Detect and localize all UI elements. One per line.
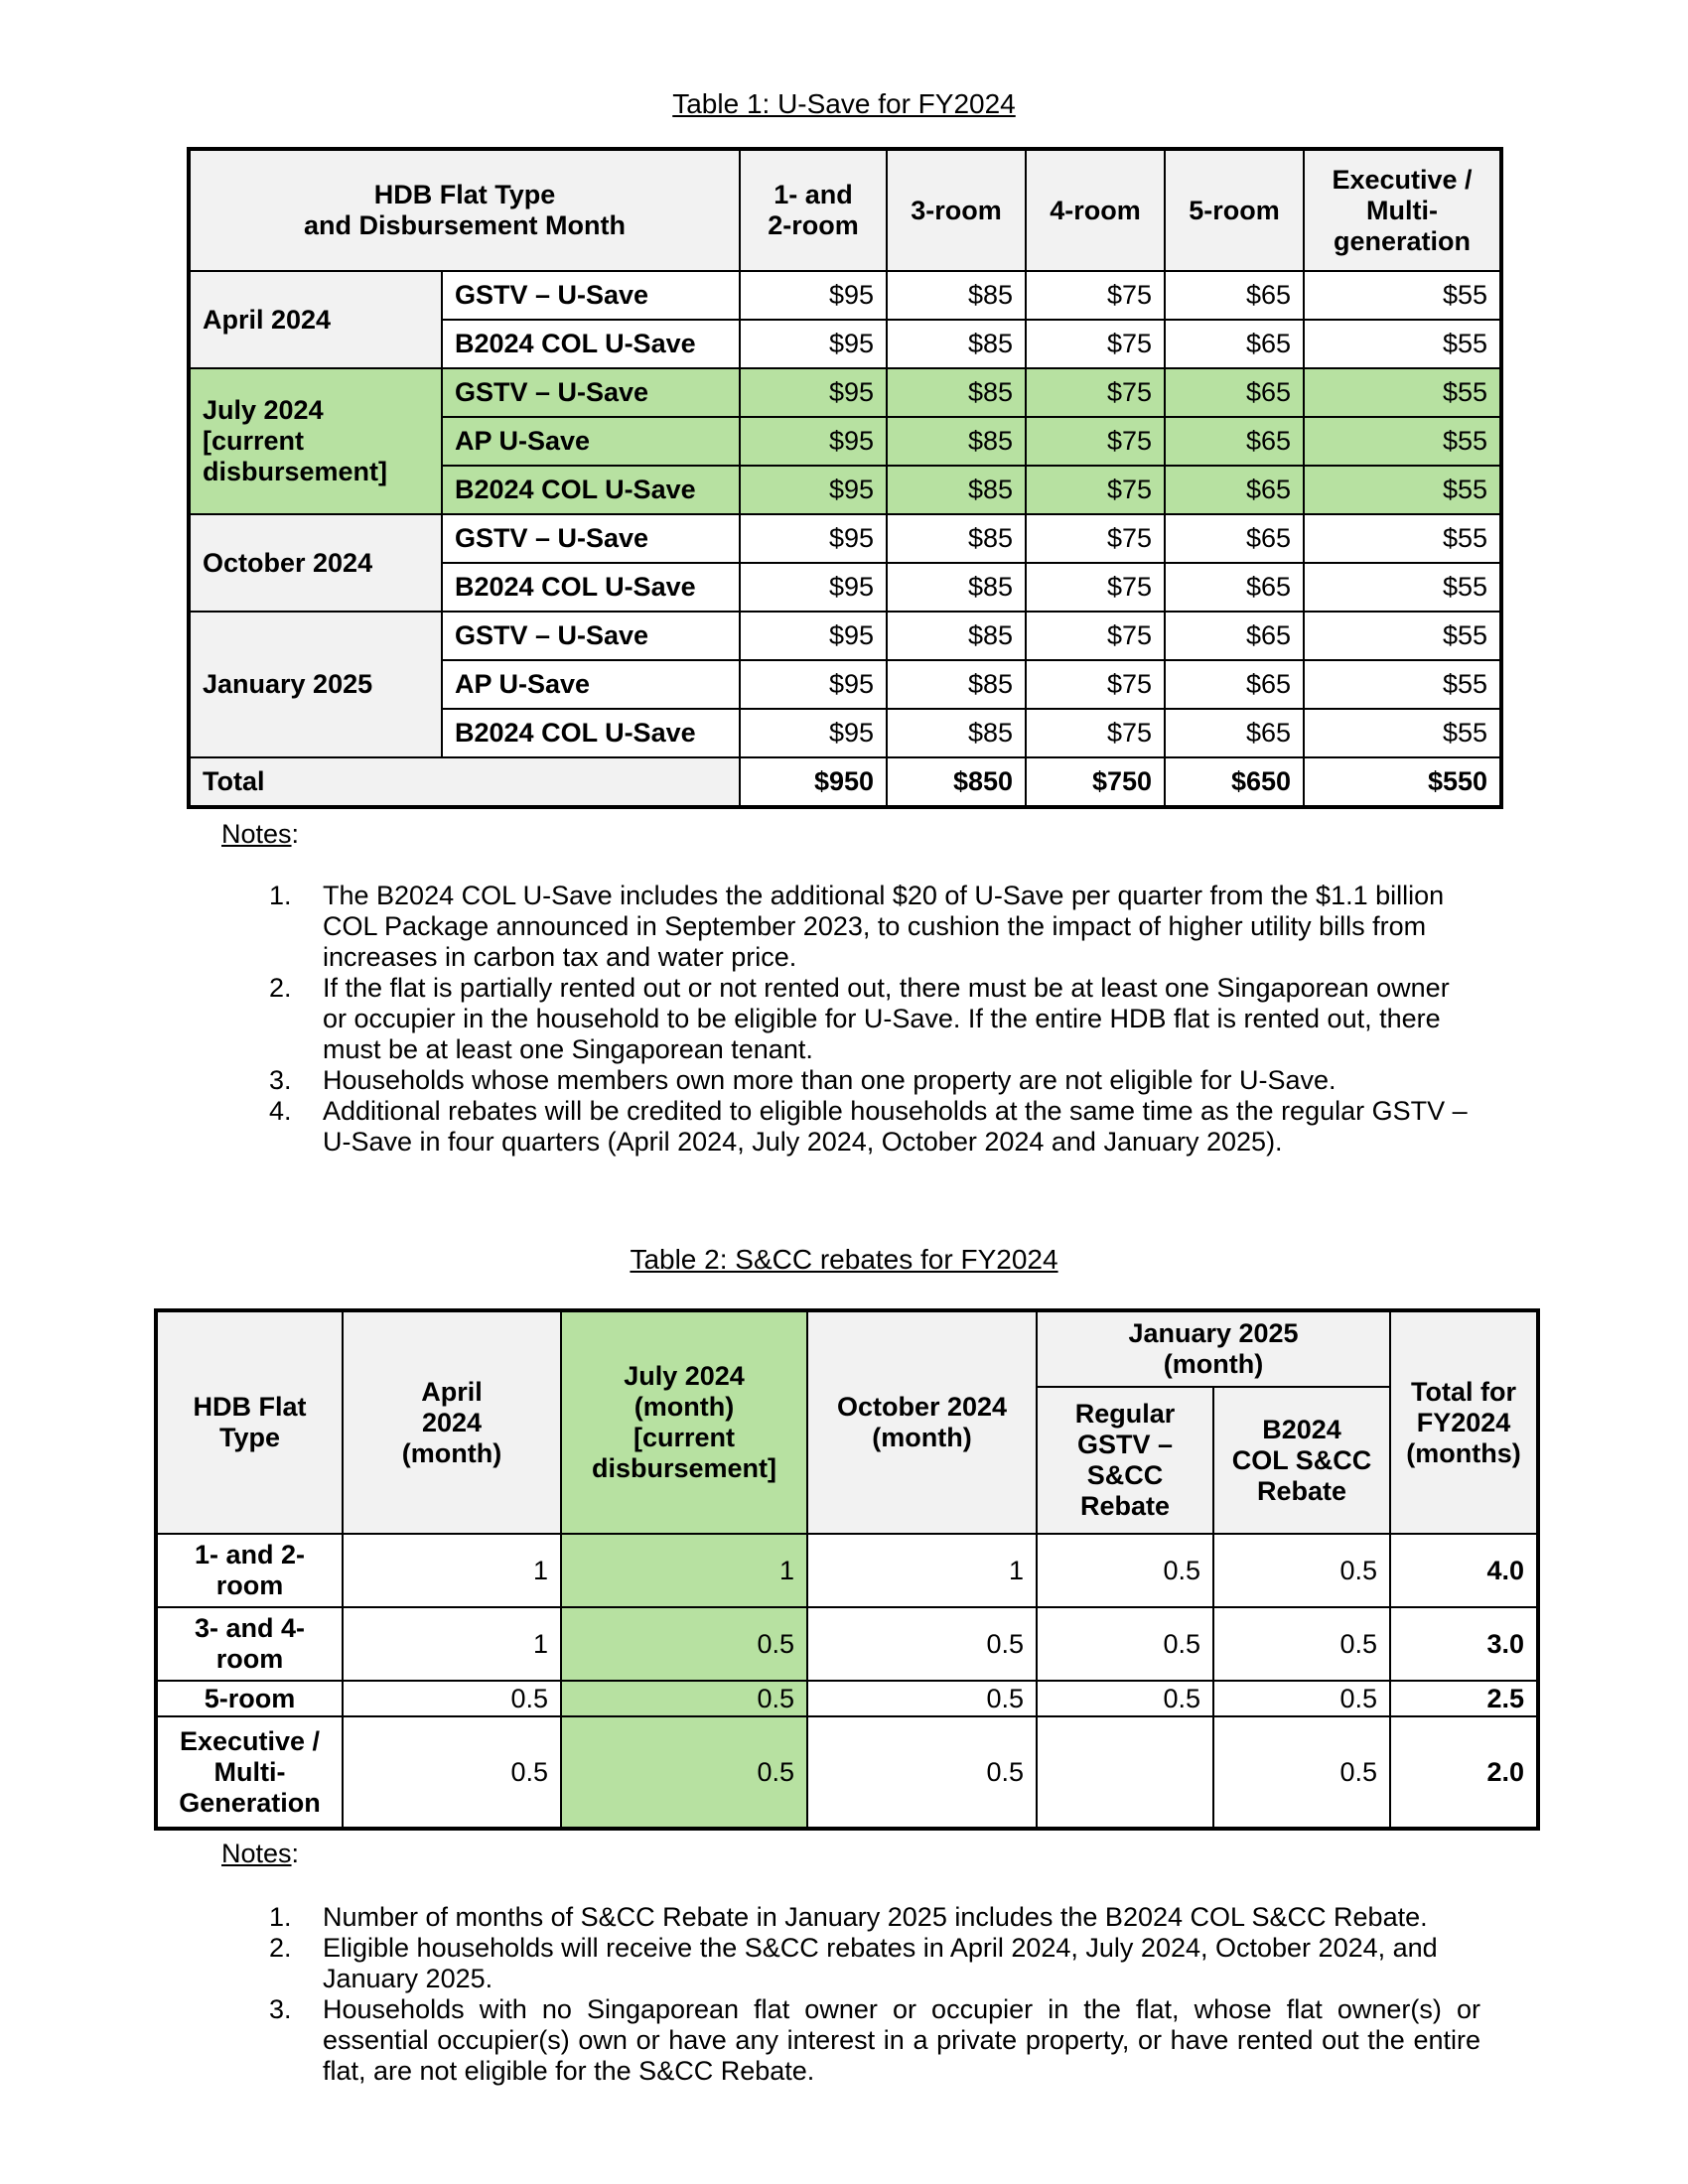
- value-cell: $85: [887, 271, 1026, 320]
- month-july: July 2024 [current disbursement]: [190, 368, 442, 514]
- header-october: October 2024 (month): [807, 1311, 1037, 1534]
- header-col-executive: Executive / Multi- generation: [1304, 150, 1500, 271]
- header-flat-type: HDB Flat Type: [157, 1311, 343, 1534]
- header-col-5-room: 5-room: [1165, 150, 1304, 271]
- usave-table: [189, 149, 1501, 807]
- value-cell: 0.5: [1213, 1716, 1390, 1828]
- header-july: July 2024 (month) [current disbursement]: [561, 1311, 807, 1534]
- value-cell: $55: [1304, 271, 1500, 320]
- value-cell: $55: [1304, 514, 1500, 563]
- value-cell: $85: [887, 466, 1026, 514]
- category-b2024: B2024 COL U-Save: [442, 320, 740, 368]
- month-april: April 2024: [190, 271, 442, 368]
- value-cell: $75: [1026, 417, 1165, 466]
- header-b2024-col: B2024 COL S&CC Rebate: [1213, 1387, 1390, 1534]
- category-gstv: GSTV – U-Save: [442, 271, 740, 320]
- value-cell: $85: [887, 320, 1026, 368]
- value-cell: 1: [561, 1534, 807, 1607]
- value-cell: $55: [1304, 563, 1500, 612]
- note-item: 3. Households whose members own more than one property are not eligible for U-Save.: [269, 1065, 1336, 1095]
- value-cell: $65: [1165, 660, 1304, 709]
- value-cell: 0.5: [807, 1681, 1037, 1716]
- value-cell: 0.5: [1037, 1607, 1213, 1681]
- value-cell: $75: [1026, 466, 1165, 514]
- value-cell: $55: [1304, 709, 1500, 757]
- value-cell: $75: [1026, 709, 1165, 757]
- header-total: Total for FY2024 (months): [1390, 1311, 1537, 1534]
- value-cell: 0.5: [1037, 1681, 1213, 1716]
- category-gstv: GSTV – U-Save: [442, 514, 740, 563]
- notes-list: [269, 881, 1480, 1158]
- value-cell: 0.5: [561, 1681, 807, 1716]
- scc-rebate-table: [156, 1310, 1538, 1829]
- category-b2024: B2024 COL U-Save: [442, 709, 740, 757]
- month-january: January 2025: [190, 612, 442, 757]
- value-cell: $95: [740, 271, 887, 320]
- month-october: October 2024: [190, 514, 442, 612]
- header-regular-gstv: Regular GSTV – S&CC Rebate: [1037, 1387, 1213, 1534]
- table-row: [190, 514, 1500, 563]
- value-cell: $75: [1026, 514, 1165, 563]
- value-cell: $65: [1165, 563, 1304, 612]
- header-col-4-room: 4-room: [1026, 150, 1165, 271]
- value-cell: $85: [887, 563, 1026, 612]
- value-cell: $65: [1165, 320, 1304, 368]
- total-value: 2.5: [1390, 1681, 1537, 1716]
- category-b2024: B2024 COL U-Save: [442, 563, 740, 612]
- value-cell: $55: [1304, 466, 1500, 514]
- value-cell: $95: [740, 612, 887, 660]
- value-cell: 0.5: [561, 1716, 807, 1828]
- category-ap: AP U-Save: [442, 417, 740, 466]
- flat-type-cell: Executive / Multi- Generation: [157, 1716, 343, 1828]
- table-row: [157, 1716, 1537, 1828]
- value-cell: $75: [1026, 660, 1165, 709]
- header-april: April 2024 (month): [343, 1311, 561, 1534]
- value-cell: $65: [1165, 514, 1304, 563]
- value-cell: $85: [887, 709, 1026, 757]
- total-value: $750: [1026, 757, 1165, 806]
- value-cell: $85: [887, 514, 1026, 563]
- table-row: [190, 271, 1500, 320]
- table-row: [190, 368, 1500, 417]
- value-cell: 0.5: [807, 1716, 1037, 1828]
- flat-type-cell: 5-room: [157, 1681, 343, 1716]
- value-cell: 0.5: [807, 1607, 1037, 1681]
- total-value: 4.0: [1390, 1534, 1537, 1607]
- value-cell: $75: [1026, 320, 1165, 368]
- total-value: $550: [1304, 757, 1500, 806]
- value-cell: $65: [1165, 466, 1304, 514]
- value-cell: $55: [1304, 612, 1500, 660]
- value-cell: $55: [1304, 660, 1500, 709]
- value-cell: 0.5: [1037, 1534, 1213, 1607]
- value-cell: [1037, 1716, 1213, 1828]
- table-row: [157, 1607, 1537, 1681]
- header-january: January 2025 (month): [1037, 1311, 1390, 1387]
- value-cell: $75: [1026, 271, 1165, 320]
- total-value: $950: [740, 757, 887, 806]
- value-cell: $95: [740, 417, 887, 466]
- value-cell: $55: [1304, 417, 1500, 466]
- value-cell: $85: [887, 612, 1026, 660]
- table-row: [157, 1681, 1537, 1716]
- value-cell: $95: [740, 320, 887, 368]
- value-cell: $55: [1304, 368, 1500, 417]
- value-cell: $95: [740, 368, 887, 417]
- category-ap: AP U-Save: [442, 660, 740, 709]
- note-item: 1. The B2024 COL U-Save includes the additional $20 of U-Save per quarter from the $1.1 billion COL Package announced in September 2023, to cushion the impact of higher utility bills from increases in carbon tax and water price.: [269, 881, 1445, 972]
- value-cell: 0.5: [1213, 1681, 1390, 1716]
- header-flat-type-month: HDB Flat Type and Disbursement Month: [190, 150, 740, 271]
- note-item: 3. Households with no Singaporean flat owner or occupier in the flat, whose flat owner(s) or essential occupier(s) own or have any interest in a private property, or have rented out the entire flat, are not eligible for the S&CC Rebate.: [269, 1994, 1480, 2086]
- table2-caption: Table 2: S&CC rebates for FY2024: [630, 1244, 1058, 1275]
- value-cell: $95: [740, 709, 887, 757]
- category-b2024: B2024 COL U-Save: [442, 466, 740, 514]
- total-row: [190, 757, 1500, 806]
- note-item: 2. If the flat is partially rented out or not rented out, there must be at least one Singaporean owner or occupier in the household to be eligible for U-Save. If the entire HDB flat is rented out, there must be at least one Singaporean tenant.: [269, 973, 1450, 1064]
- note-item: 1. Number of months of S&CC Rebate in January 2025 includes the B2024 COL S&CC Rebate.: [269, 1902, 1428, 1932]
- note-item: 4. Additional rebates will be credited to eligible households at the same time as the regular GSTV – U-Save in four quarters (April 2024, July 2024, October 2024 and January 2025).: [269, 1096, 1468, 1157]
- value-cell: $85: [887, 368, 1026, 417]
- value-cell: $55: [1304, 320, 1500, 368]
- value-cell: $95: [740, 514, 887, 563]
- note-item: 2. Eligible households will receive the S&CC rebates in April 2024, July 2024, October 2024, and January 2025.: [269, 1933, 1438, 1993]
- value-cell: $85: [887, 417, 1026, 466]
- value-cell: 0.5: [343, 1681, 561, 1716]
- table-row: [190, 612, 1500, 660]
- value-cell: $65: [1165, 271, 1304, 320]
- header-col-3-room: 3-room: [887, 150, 1026, 271]
- category-gstv: GSTV – U-Save: [442, 612, 740, 660]
- value-cell: $65: [1165, 612, 1304, 660]
- value-cell: $65: [1165, 417, 1304, 466]
- total-value: 3.0: [1390, 1607, 1537, 1681]
- value-cell: 0.5: [1213, 1534, 1390, 1607]
- notes-label: Notes:: [221, 1839, 300, 1868]
- total-value: 2.0: [1390, 1716, 1537, 1828]
- flat-type-cell: 1- and 2- room: [157, 1534, 343, 1607]
- total-value: $650: [1165, 757, 1304, 806]
- value-cell: 0.5: [343, 1716, 561, 1828]
- value-cell: $65: [1165, 709, 1304, 757]
- value-cell: $95: [740, 466, 887, 514]
- value-cell: 0.5: [561, 1607, 807, 1681]
- value-cell: $85: [887, 660, 1026, 709]
- value-cell: 0.5: [1213, 1607, 1390, 1681]
- flat-type-cell: 3- and 4- room: [157, 1607, 343, 1681]
- value-cell: $65: [1165, 368, 1304, 417]
- value-cell: $75: [1026, 563, 1165, 612]
- value-cell: $75: [1026, 612, 1165, 660]
- total-value: $850: [887, 757, 1026, 806]
- category-gstv: GSTV – U-Save: [442, 368, 740, 417]
- table-row: [157, 1534, 1537, 1607]
- value-cell: $95: [740, 563, 887, 612]
- value-cell: $95: [740, 660, 887, 709]
- value-cell: 1: [343, 1607, 561, 1681]
- notes-label: Notes:: [221, 819, 300, 849]
- value-cell: 1: [343, 1534, 561, 1607]
- value-cell: $75: [1026, 368, 1165, 417]
- notes-list: [269, 1902, 1480, 2087]
- value-cell: 1: [807, 1534, 1037, 1607]
- header-col-1-2-room: 1- and 2-room: [740, 150, 887, 271]
- table1-caption: Table 1: U-Save for FY2024: [672, 88, 1016, 119]
- total-label: Total: [190, 757, 740, 806]
